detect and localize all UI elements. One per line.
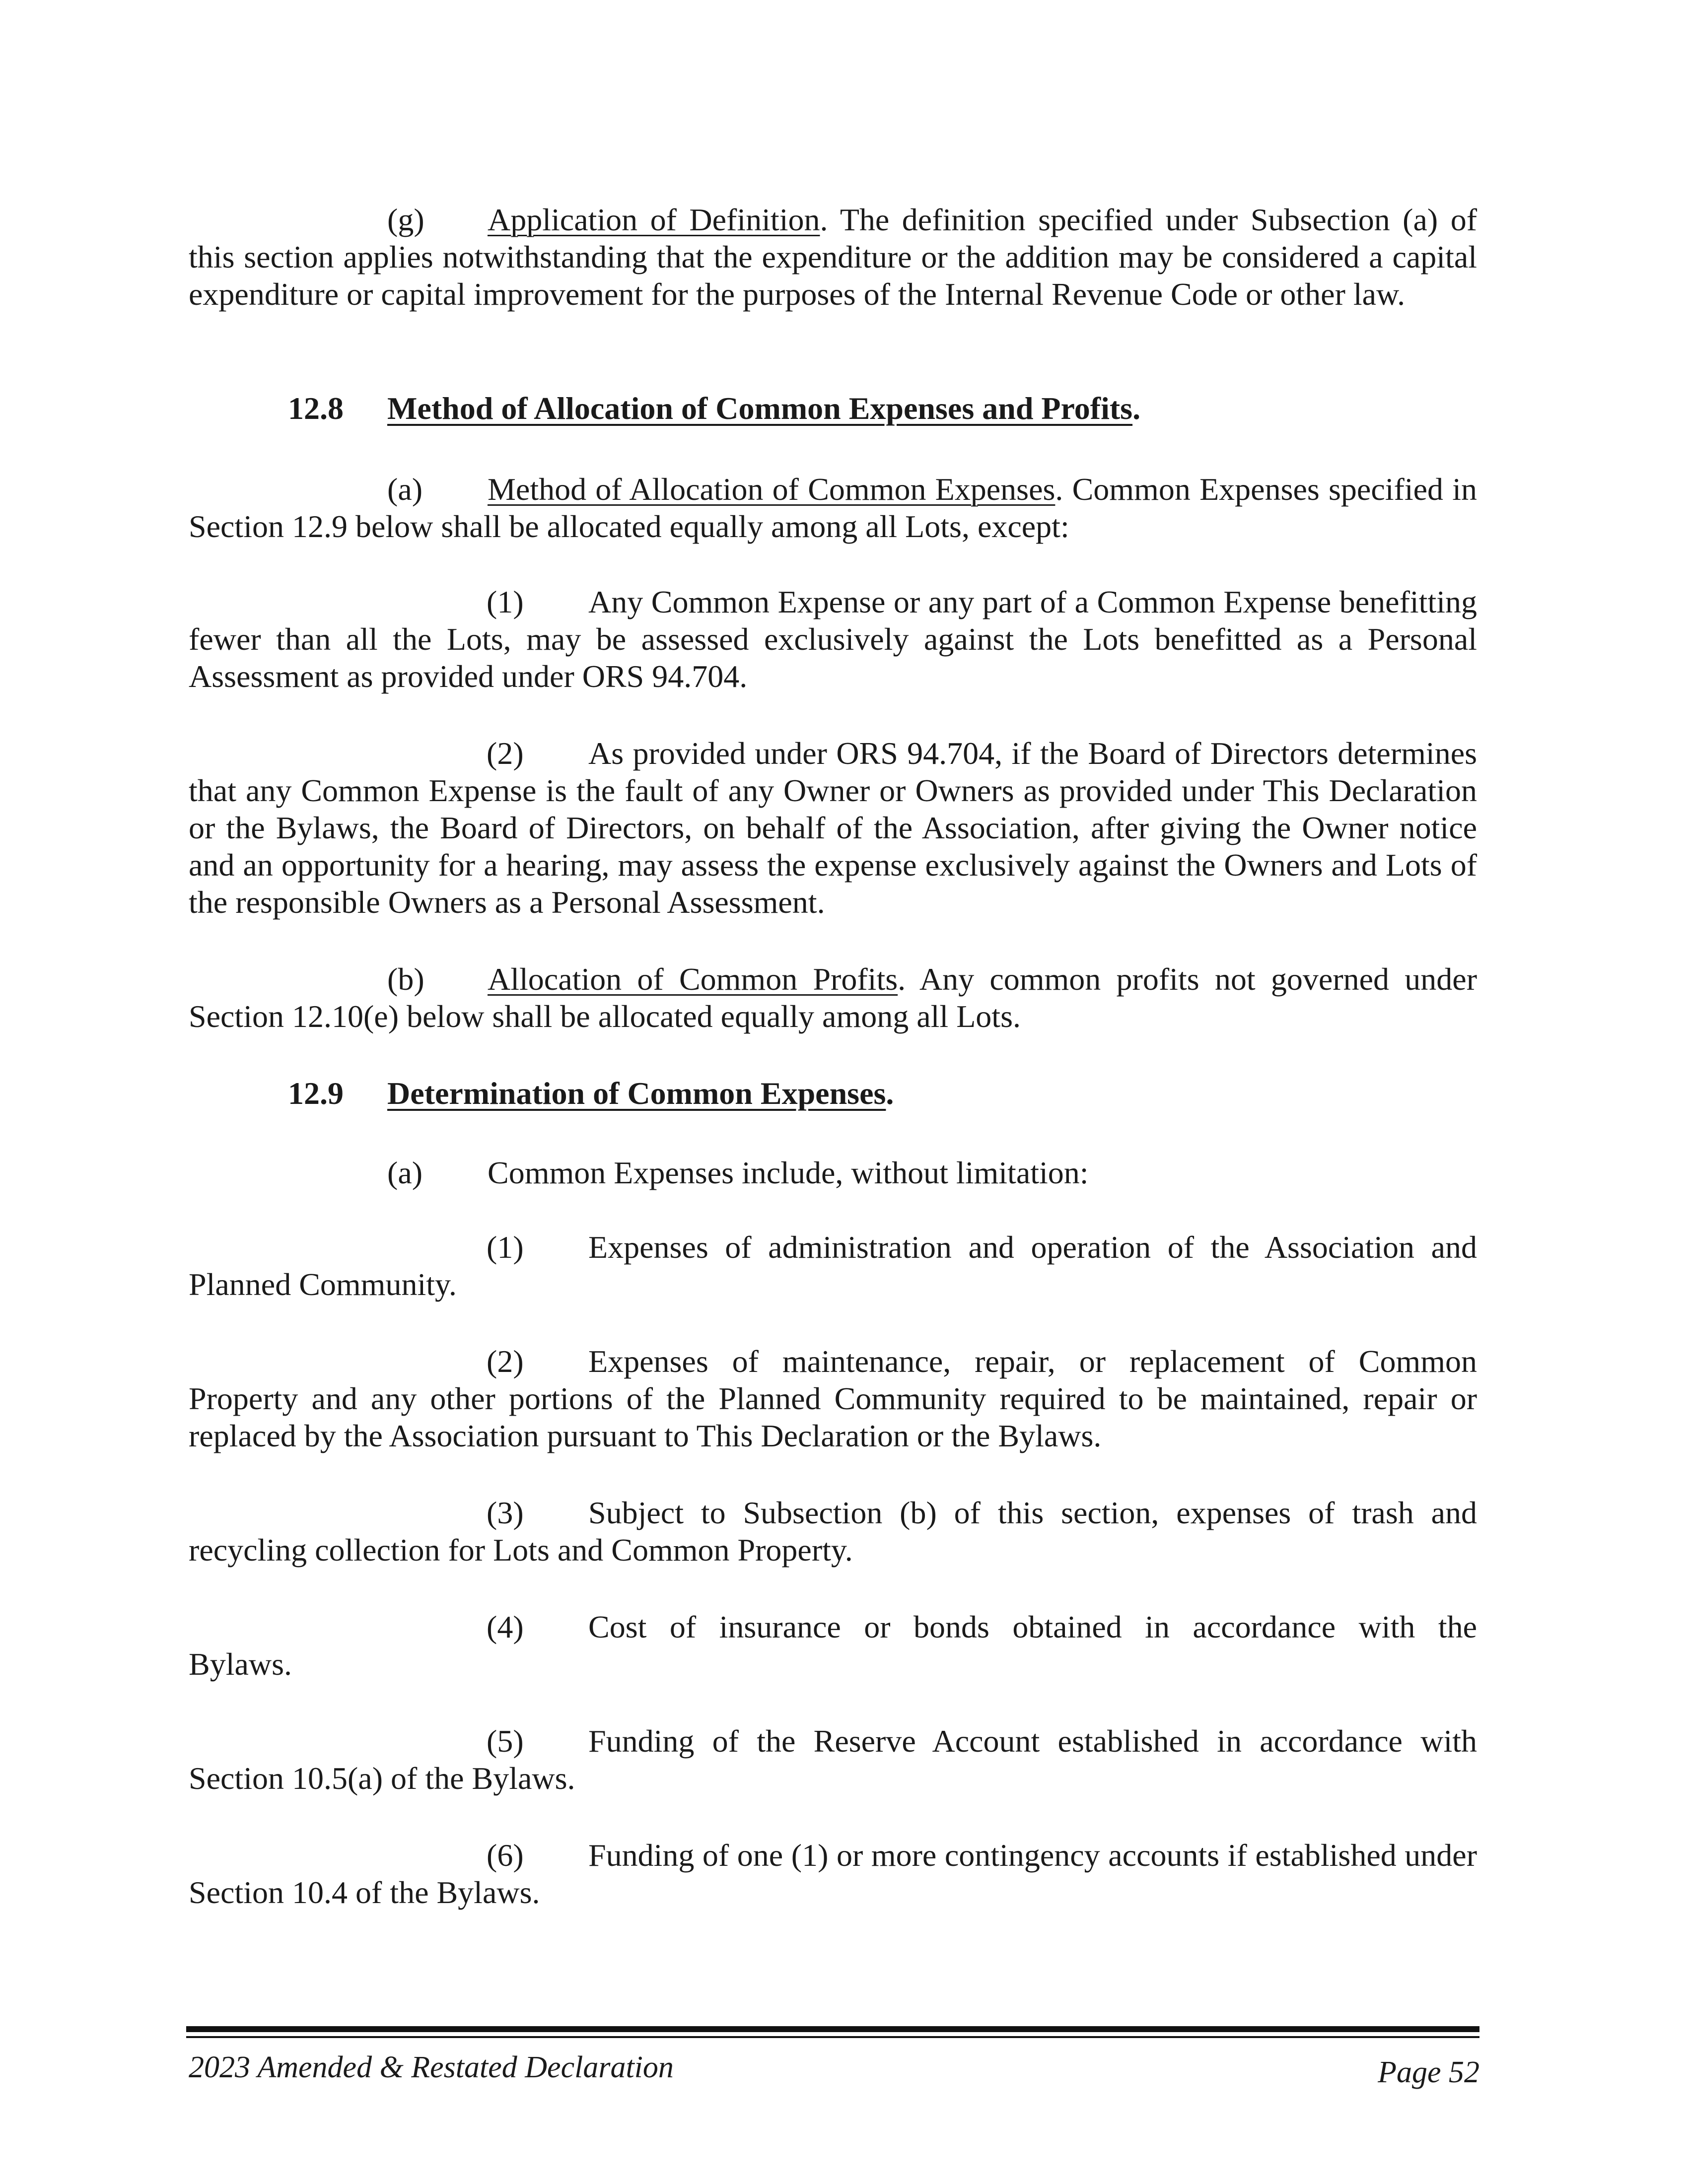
- paragraph-text: Expenses of maintenance, repair, or replacement of Common Property and any other portions of the Planned Community required to be maintained, repair or replaced by the Association pursuant to This Declaration or the Bylaws.: [189, 1344, 1477, 1453]
- paragraph-text: . The definition specified under Subsection (a) of this section applies notwithstanding that the expenditure or the addition may be considered a capital expenditure or capital improvement for the purposes of the Internal Revenue Code or other law.: [189, 202, 1477, 312]
- section-title: [387, 390, 1140, 427]
- paragraph-12-9-a-3: [189, 1494, 1477, 1569]
- paragraph-text: . Any common profits not governed under Section 12.10(e) below shall be allocated equally among all Lots.: [189, 961, 1477, 1034]
- section-heading-12-9: [288, 1075, 1479, 1114]
- paragraph-heading: Application of Definition: [488, 202, 820, 237]
- paragraph-text: Common Expenses include, without limitation:: [488, 1155, 1089, 1190]
- paragraph-marker: (5): [487, 1723, 524, 1759]
- paragraph-12-9-a-4-continuation: [189, 1645, 1477, 1683]
- footer-rule-thick: [186, 2026, 1479, 2032]
- paragraph-marker: (1): [487, 584, 524, 619]
- paragraph-marker: (6): [487, 1838, 524, 1873]
- section-title-text: Method of Allocation of Common Expenses and Profits: [387, 391, 1133, 426]
- paragraph-heading: Allocation of Common Profits: [488, 961, 898, 997]
- paragraph-marker: (3): [487, 1495, 524, 1530]
- paragraph-text: As provided under ORS 94.704, if the Board of Directors determines that any Common Expense is the fault of any Owner or Owners as provided under This Declaration or the Bylaws, the Board of Directors, on behalf of the Association, after giving the Owner notice and an opportunity for a hearing, may assess the expense exclusively against the Owners and Lots of the responsible Owners as a Personal Assessment.: [189, 736, 1477, 920]
- paragraph-marker: (2): [487, 736, 524, 771]
- paragraph-marker: (1): [487, 1229, 524, 1265]
- section-title: [387, 1075, 894, 1112]
- paragraph-text: Funding of one (1) or more contingency accounts if established under Section 10.4 of the Bylaws.: [189, 1838, 1477, 1910]
- paragraph-12-8-a: [189, 471, 1477, 545]
- paragraph-marker: (a): [387, 472, 423, 507]
- paragraph-text-line1: Cost of insurance or bonds obtained in accordance with the: [588, 1609, 1477, 1644]
- paragraph-marker: (4): [487, 1609, 524, 1644]
- footer-document-title: 2023 Amended & Restated Declaration: [189, 2050, 674, 2084]
- section-title-text: Determination of Common Expenses: [387, 1076, 886, 1111]
- paragraph-text: Expenses of administration and operation of the Association and Planned Community.: [189, 1229, 1477, 1302]
- paragraph-marker: (a): [387, 1155, 423, 1190]
- paragraph-text: Subject to Subsection (b) of this section, expenses of trash and recycling collection for Lots and Common Property.: [189, 1495, 1477, 1568]
- footer-page-number: Page 52: [1378, 2055, 1479, 2089]
- section-heading-12-8: [288, 390, 1479, 429]
- paragraph-12-8-b: [189, 960, 1477, 1035]
- section-number: 12.8: [288, 391, 344, 426]
- paragraph-12-9-a-2: [189, 1343, 1477, 1454]
- paragraph-marker: (b): [387, 961, 424, 997]
- paragraph-marker: (2): [487, 1344, 524, 1379]
- paragraph-12-9-a-1: [189, 1228, 1477, 1303]
- paragraph-text-line2: Bylaws.: [189, 1646, 292, 1682]
- paragraph-marker: (g): [387, 202, 424, 237]
- paragraph-12-8-a-2: [189, 735, 1477, 921]
- paragraph-text: . Common Expenses specified in Section 12.9 below shall be allocated equally among all Lots, except:: [189, 472, 1477, 544]
- paragraph-heading: Method of Allocation of Common Expenses: [488, 472, 1055, 507]
- paragraph-text: Any Common Expense or any part of a Common Expense benefitting fewer than all the Lots, may be assessed exclusively against the Lots benefitted as a Personal Assessment as provided under ORS 94.704.: [189, 584, 1477, 694]
- paragraph-12-7-g: [189, 201, 1477, 313]
- section-title-punctuation: .: [1132, 391, 1141, 426]
- paragraph-12-9-a: [189, 1154, 1477, 1191]
- section-title-punctuation: .: [886, 1076, 894, 1111]
- paragraph-text: Funding of the Reserve Account established in accordance with Section 10.5(a) of the Bylaws.: [189, 1723, 1477, 1796]
- paragraph-12-8-a-1: [189, 583, 1477, 695]
- paragraph-12-9-a-4: [189, 1608, 1477, 1645]
- footer-rule-thin: [186, 2036, 1479, 2038]
- paragraph-12-9-a-5: [189, 1722, 1477, 1797]
- section-number: 12.9: [288, 1076, 344, 1111]
- paragraph-12-9-a-6: [189, 1837, 1477, 1911]
